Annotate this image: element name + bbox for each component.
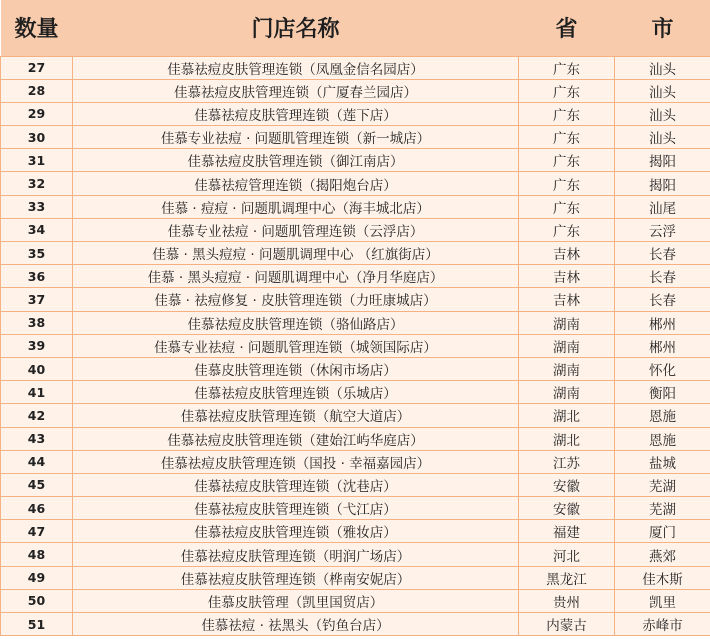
row-province: 广东 <box>519 126 615 149</box>
row-number: 36 <box>1 265 73 288</box>
row-store-name: 佳慕祛痘皮肤管理连锁（骆仙路店） <box>73 311 519 334</box>
row-city: 赤峰市 <box>615 613 710 636</box>
row-number: 48 <box>1 543 73 566</box>
row-number: 30 <box>1 126 73 149</box>
row-province: 贵州 <box>519 589 615 612</box>
row-store-name: 佳慕祛痘皮肤管理连锁（凤凰金信名园店） <box>73 56 519 79</box>
table-row <box>1 126 710 149</box>
row-province: 湖南 <box>519 311 615 334</box>
row-number: 46 <box>1 497 73 520</box>
row-store-name: 佳慕 · 黑头痘痘 · 问题肌调理中心（净月华庭店） <box>73 265 519 288</box>
row-number: 33 <box>1 195 73 218</box>
row-province: 广东 <box>519 172 615 195</box>
row-store-name: 佳慕祛痘皮肤管理连锁（乐城店） <box>73 381 519 404</box>
table-row <box>1 102 710 125</box>
row-store-name: 佳慕 · 祛痘修复 · 皮肤管理连锁（力旺康城店） <box>73 288 519 311</box>
row-number: 34 <box>1 218 73 241</box>
table-row <box>1 79 710 102</box>
table-row <box>1 357 710 380</box>
table-row <box>1 288 710 311</box>
row-city: 揭阳 <box>615 172 710 195</box>
table-row <box>1 242 710 265</box>
table-row <box>1 427 710 450</box>
table-row <box>1 334 710 357</box>
row-city: 怀化 <box>615 357 710 380</box>
row-province: 福建 <box>519 520 615 543</box>
row-store-name: 佳慕 · 痘痘 · 问题肌调理中心（海丰城北店） <box>73 195 519 218</box>
row-store-name: 佳慕祛痘皮肤管理连锁（弋江店） <box>73 497 519 520</box>
row-city: 恩施 <box>615 404 710 427</box>
row-province: 内蒙古 <box>519 613 615 636</box>
row-number: 49 <box>1 566 73 589</box>
row-store-name: 佳慕专业祛痘 · 问题肌管理连锁（城领国际店） <box>73 334 519 357</box>
row-number: 51 <box>1 613 73 636</box>
row-province: 安徽 <box>519 497 615 520</box>
row-store-name: 佳慕祛痘管理连锁（揭阳炮台店） <box>73 172 519 195</box>
row-number: 29 <box>1 102 73 125</box>
row-city: 汕头 <box>615 56 710 79</box>
row-city: 云浮 <box>615 218 710 241</box>
table-row <box>1 56 710 79</box>
row-city: 汕尾 <box>615 195 710 218</box>
row-store-name: 佳慕祛痘 · 祛黑头（钓鱼台店） <box>73 613 519 636</box>
row-store-name: 佳慕祛痘皮肤管理连锁（国投 · 幸福嘉园店） <box>73 450 519 473</box>
row-number: 40 <box>1 357 73 380</box>
row-store-name: 佳慕祛痘皮肤管理连锁（明润广场店） <box>73 543 519 566</box>
table-row <box>1 381 710 404</box>
row-province: 广东 <box>519 149 615 172</box>
row-number: 42 <box>1 404 73 427</box>
row-store-name: 佳慕祛痘皮肤管理连锁（建始江屿华庭店） <box>73 427 519 450</box>
row-province: 广东 <box>519 56 615 79</box>
row-number: 44 <box>1 450 73 473</box>
row-store-name: 佳慕祛痘皮肤管理连锁（广厦春兰园店） <box>73 79 519 102</box>
row-province: 安徽 <box>519 473 615 496</box>
header-count: 数量 <box>1 0 73 56</box>
row-province: 河北 <box>519 543 615 566</box>
row-number: 37 <box>1 288 73 311</box>
row-number: 39 <box>1 334 73 357</box>
row-city: 燕郊 <box>615 543 710 566</box>
table-row <box>1 613 710 636</box>
row-city: 盐城 <box>615 450 710 473</box>
table-row <box>1 543 710 566</box>
table-row <box>1 473 710 496</box>
row-province: 吉林 <box>519 242 615 265</box>
row-province: 吉林 <box>519 265 615 288</box>
row-number: 41 <box>1 381 73 404</box>
row-number: 32 <box>1 172 73 195</box>
row-city: 衡阳 <box>615 381 710 404</box>
row-store-name: 佳慕祛痘皮肤管理连锁（御江南店） <box>73 149 519 172</box>
row-store-name: 佳慕 · 黑头痘痘 · 问题肌调理中心 （红旗街店） <box>73 242 519 265</box>
row-city: 佳木斯 <box>615 566 710 589</box>
header-city: 市 <box>615 0 710 56</box>
row-province: 江苏 <box>519 450 615 473</box>
table-body <box>1 56 710 636</box>
row-province: 广东 <box>519 218 615 241</box>
row-city: 汕头 <box>615 102 710 125</box>
row-city: 郴州 <box>615 334 710 357</box>
row-store-name: 佳慕祛痘皮肤管理连锁（沈巷店） <box>73 473 519 496</box>
row-number: 27 <box>1 56 73 79</box>
row-store-name: 佳慕祛痘皮肤管理连锁（莲下店） <box>73 102 519 125</box>
row-city: 长春 <box>615 288 710 311</box>
row-number: 38 <box>1 311 73 334</box>
row-store-name: 佳慕皮肤管理连锁（休闲市场店） <box>73 357 519 380</box>
table-row <box>1 520 710 543</box>
table-row <box>1 149 710 172</box>
header-row <box>1 0 710 56</box>
row-number: 35 <box>1 242 73 265</box>
table-row <box>1 172 710 195</box>
table-row <box>1 218 710 241</box>
row-store-name: 佳慕祛痘皮肤管理连锁（雅妆店） <box>73 520 519 543</box>
row-city: 恩施 <box>615 427 710 450</box>
row-number: 45 <box>1 473 73 496</box>
row-province: 广东 <box>519 102 615 125</box>
row-store-name: 佳慕祛痘皮肤管理连锁（航空大道店） <box>73 404 519 427</box>
row-city: 长春 <box>615 265 710 288</box>
row-city: 汕头 <box>615 79 710 102</box>
row-number: 47 <box>1 520 73 543</box>
table-row <box>1 195 710 218</box>
row-city: 芜湖 <box>615 497 710 520</box>
row-city: 汕头 <box>615 126 710 149</box>
table-row <box>1 589 710 612</box>
row-number: 43 <box>1 427 73 450</box>
table-row <box>1 404 710 427</box>
row-province: 湖南 <box>519 334 615 357</box>
table-row <box>1 265 710 288</box>
row-province: 湖北 <box>519 427 615 450</box>
row-store-name: 佳慕专业祛痘 · 问题肌管理连锁（云浮店） <box>73 218 519 241</box>
row-city: 芜湖 <box>615 473 710 496</box>
row-province: 湖南 <box>519 381 615 404</box>
row-store-name: 佳慕专业祛痘 · 问题肌管理连锁（新一城店） <box>73 126 519 149</box>
row-store-name: 佳慕祛痘皮肤管理连锁（桦南安妮店） <box>73 566 519 589</box>
row-store-name: 佳慕皮肤管理（凯里国贸店） <box>73 589 519 612</box>
row-city: 厦门 <box>615 520 710 543</box>
row-province: 湖南 <box>519 357 615 380</box>
row-province: 广东 <box>519 79 615 102</box>
row-city: 凯里 <box>615 589 710 612</box>
row-number: 28 <box>1 79 73 102</box>
row-city: 郴州 <box>615 311 710 334</box>
table-row <box>1 450 710 473</box>
header-province: 省 <box>519 0 615 56</box>
row-province: 广东 <box>519 195 615 218</box>
row-province: 湖北 <box>519 404 615 427</box>
table-header <box>1 0 710 56</box>
row-province: 黑龙江 <box>519 566 615 589</box>
row-city: 揭阳 <box>615 149 710 172</box>
row-number: 50 <box>1 589 73 612</box>
row-city: 长春 <box>615 242 710 265</box>
table-row <box>1 566 710 589</box>
row-number: 31 <box>1 149 73 172</box>
header-store-name: 门店名称 <box>73 0 519 56</box>
row-province: 吉林 <box>519 288 615 311</box>
table-row <box>1 497 710 520</box>
table-row <box>1 311 710 334</box>
